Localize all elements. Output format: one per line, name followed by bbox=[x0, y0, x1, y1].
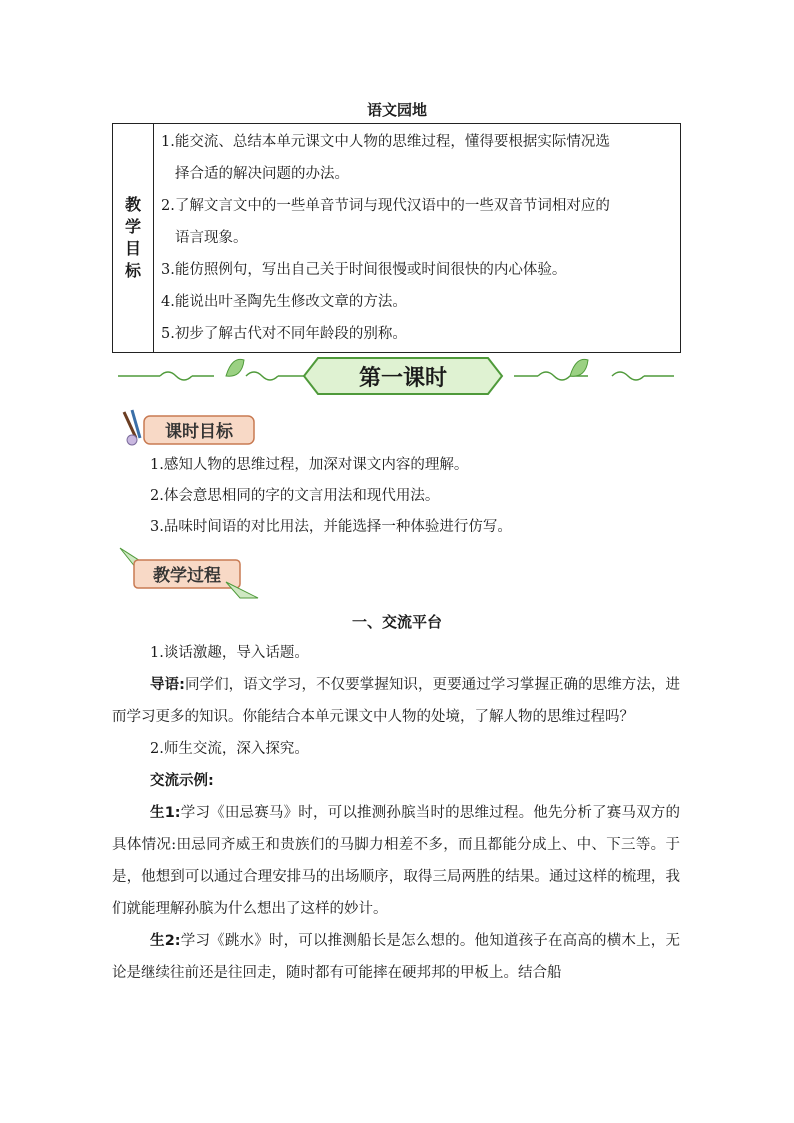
intro-text: 同学们，语文学习，不仅要掌握知识，更要通过学习掌握正确的思维方法，进而学习更多的知识。你能结合本单元课文中人物的处境，了解人物的思维过程吗？ bbox=[112, 677, 680, 725]
student-2-label: 生2: bbox=[150, 933, 181, 949]
student-1-paragraph bbox=[112, 797, 680, 925]
side-char: 目 bbox=[124, 239, 141, 258]
goals-list bbox=[154, 124, 681, 353]
goal-text-cont: 语言现象。 bbox=[175, 230, 248, 246]
objective-item: 1.感知人物的思维过程，加深对课文内容的理解。 bbox=[150, 457, 469, 473]
examples-label: 交流示例: bbox=[150, 773, 214, 789]
student-2-paragraph bbox=[112, 925, 680, 989]
intro-paragraph bbox=[112, 669, 680, 733]
goal-text-cont: 择合适的解决问题的办法。 bbox=[175, 166, 349, 182]
vine-left-decoration bbox=[118, 372, 308, 380]
intro-label: 导语: bbox=[150, 677, 185, 693]
step-2: 2.师生交流，深入探究。 bbox=[150, 741, 309, 757]
leaf-icon bbox=[570, 359, 588, 376]
teaching-goals-table bbox=[112, 123, 681, 353]
student-1-text: 学习《田忌赛马》时，可以推测孙膑当时的思维过程。他先分析了赛马双方的具体情况:田忌同齐威王和贵族们的马脚力相差不多，而且都能分成上、中、下三等。于是，他想到可以通过合理安排马的出场顺序，取得三局两胜的结果。通过这样的梳理，我们就能理解孙膑为什么想出了这样的妙计。 bbox=[112, 805, 680, 917]
student-2-text: 学习《跳水》时，可以推测船长是怎么想的。他知道孩子在高高的横木上，无论是继续往前还是往回走，随时都有可能摔在硬邦邦的甲板上。结合船 bbox=[112, 933, 680, 981]
teaching-process-tag bbox=[118, 546, 260, 602]
objective-item: 3.品味时间语的对比用法，并能选择一种体验进行仿写。 bbox=[150, 519, 512, 535]
goal-item: 4.能说出叶圣陶先生修改文章的方法。 bbox=[161, 294, 407, 310]
lesson-objectives-list bbox=[150, 453, 512, 546]
goal-item bbox=[161, 126, 672, 190]
goal-text: 1.能交流、总结本单元课文中人物的思维过程，懂得要根据实际情况选 bbox=[161, 134, 610, 150]
goal-text: 2.了解文言文中的一些单音节词与现代汉语中的一些双音节词相对应的 bbox=[161, 198, 610, 214]
goal-item bbox=[161, 190, 672, 254]
side-char: 标 bbox=[124, 261, 141, 280]
lesson-objectives-tag bbox=[118, 408, 258, 448]
student-1-label: 生1: bbox=[150, 805, 181, 821]
goal-item: 5.初步了解古代对不同年龄段的别称。 bbox=[161, 326, 407, 342]
page-title: 语文园地 bbox=[366, 101, 427, 119]
teaching-process-tag-label: 教学过程 bbox=[153, 566, 221, 586]
side-char: 教 bbox=[124, 195, 141, 214]
paper-plane-icon bbox=[226, 582, 258, 598]
section-heading: 一、交流平台 bbox=[351, 613, 442, 631]
lesson-body bbox=[112, 637, 680, 989]
lesson-banner bbox=[118, 352, 674, 400]
banner-title: 第一课时 bbox=[358, 366, 448, 391]
objective-item: 2.体会意思相同的字的文言用法和现代用法。 bbox=[150, 488, 440, 504]
lesson-objectives-tag-label: 课时目标 bbox=[165, 422, 233, 442]
side-char: 学 bbox=[124, 217, 141, 236]
brush-icon bbox=[124, 410, 140, 445]
goal-item: 3.能仿照例句，写出自己关于时间很慢或时间很快的内心体验。 bbox=[161, 262, 567, 278]
step-1: 1.谈话激趣，导入话题。 bbox=[150, 645, 309, 661]
vine-right-decoration bbox=[514, 372, 674, 380]
leaf-icon bbox=[226, 359, 244, 376]
goals-side-label bbox=[113, 124, 154, 353]
